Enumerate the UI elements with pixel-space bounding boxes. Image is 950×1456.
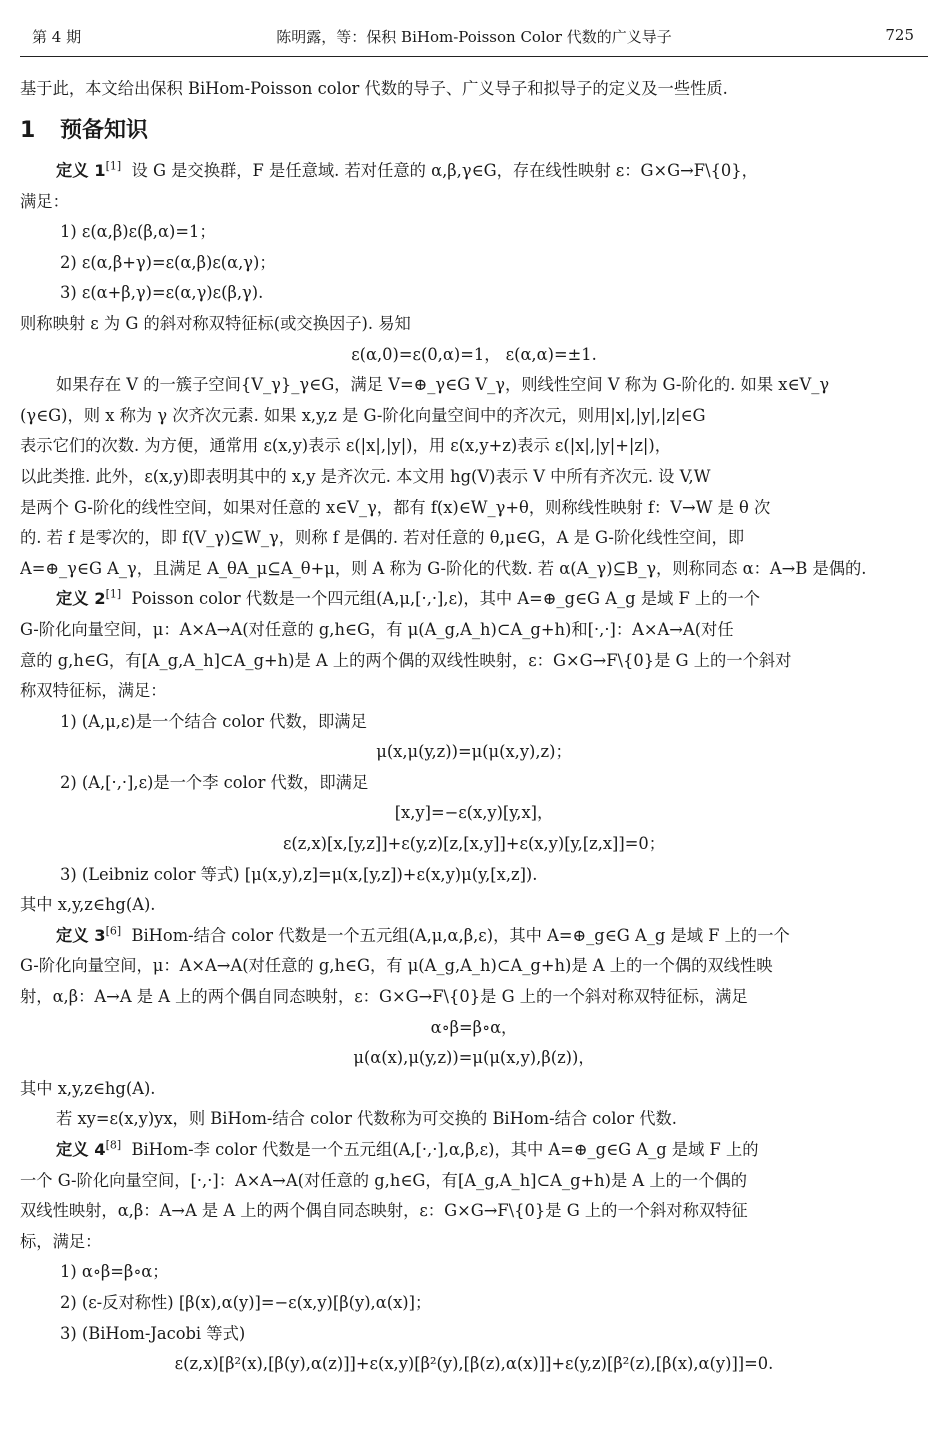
def2-line-2: G-阶化向量空间，μ：A×A→A(对任意的 g,h∈G，有 μ(A_g,A_h)⊂A_g+h)和[·,·]：A×A→A(对任	[20, 619, 734, 639]
def4-label: 定义 4	[56, 1140, 106, 1159]
def2-label: 定义 2	[56, 589, 106, 609]
def4-line-1	[20, 1137, 928, 1163]
def2-line-3: 意的 g,h∈G，有[A_g,A_h]⊂A_g+h)是 A 上的两个偶的双线性映射，ε：G×G→F\{0}是 G 上的一个斜对	[20, 650, 792, 670]
def1-text: 设 G 是交换群，F 是任意域. 若对任意的 α,β,γ∈G，存在线性映射 ε：G×G→F\{0}，	[131, 161, 758, 180]
def1-item-2: 2) ε(α,β+γ)=ε(α,β)ε(α,γ)；	[60, 252, 276, 272]
def3-label: 定义 3	[56, 925, 106, 945]
def2-formula-1: μ(x,μ(y,z))=μ(μ(x,y),z)；	[376, 742, 572, 762]
graded-line-2: (γ∈G)，则 x 称为 γ 次齐次元素. 如果 x,y,z 是 G-阶化向量空间中的齐次元，则用|x|,|y|,|z|∈G	[20, 405, 706, 425]
def1-item-1: 1) ε(α,β)ε(β,α)=1；	[60, 222, 216, 242]
graded-line-1: 如果存在 V 的一簇子空间{V_γ}_γ∈G，满足 V=⊕_γ∈G V_γ，则线性空间 V 称为 G-阶化的. 如果 x∈V_γ	[56, 375, 830, 395]
graded-line-5: 是两个 G-阶化的线性空间，如果对任意的 x∈V_γ，都有 f(x)∈W_γ+θ，则称线性映射 f：V→W 是 θ 次	[20, 497, 771, 517]
def3-text: BiHom-结合 color 代数是一个五元组(A,μ,α,β,ε)，其中 A=⊕_g∈G A_g 是域 F 上的一个	[131, 925, 790, 945]
def2-item-3: 3) (Leibniz color 等式) [μ(x,y),z]=μ(x,[y,z])+ε(x,y)μ(y,[x,z]).	[60, 864, 538, 884]
section-heading	[20, 116, 928, 146]
def2-item-2: 2) (A,[·,·],ε)是一个李 color 代数，即满足	[60, 772, 369, 792]
def4-line-4: 标，满足：	[20, 1231, 102, 1251]
def1-after: 则称映射 ε 为 G 的斜对称双特征标(或交换因子). 易知	[20, 313, 411, 333]
issue-number: 第 4 期	[32, 28, 82, 46]
def1-item-3: 3) ε(α+β,γ)=ε(α,γ)ε(β,γ).	[60, 283, 264, 303]
section-number: 1	[20, 118, 36, 143]
def2-formula-3: ε(z,x)[x,[y,z]]+ε(y,z)[z,[x,y]]+ε(x,y)[y,[z,x]]=0；	[282, 834, 666, 854]
def4-item-1: 1) α∘β=β∘α；	[60, 1262, 169, 1282]
def3-line-2: G-阶化向量空间，μ：A×A→A(对任意的 g,h∈G，有 μ(A_g,A_h)⊂A_g+h)是 A 上的一个偶的双线性映	[20, 956, 773, 976]
def4-item-3: 3) (BiHom-Jacobi 等式)	[60, 1323, 246, 1343]
def4-text: BiHom-李 color 代数是一个五元组(A,[·,·],α,β,ε)，其中 A=⊕_g∈G A_g 是域 F 上的	[131, 1140, 759, 1159]
intro-paragraph: 基于此，本文给出保积 BiHom-Poisson color 代数的导子、广义导子和拟导子的定义及一些性质.	[20, 79, 728, 98]
page-number: 725	[885, 26, 914, 44]
page-body	[20, 76, 928, 1382]
def3-commutative: 若 xy=ε(x,y)yx，则 BiHom-结合 color 代数称为可交换的 BiHom-结合 color 代数.	[56, 1109, 677, 1129]
def2-line-1	[20, 586, 928, 612]
def4-item-2: 2) (ε-反对称性) [β(x),α(y)]=−ε(x,y)[β(y),α(x)]；	[60, 1292, 432, 1312]
def3-cite: [6]	[105, 924, 122, 938]
def2-cite: [1]	[105, 587, 122, 601]
graded-line-7: A=⊕_γ∈G A_γ，且满足 A_θA_μ⊆A_θ+μ，则 A 称为 G-阶化的代数. 若 α(A_γ)⊆B_γ，则称同态 α：A→B 是偶的.	[20, 558, 867, 578]
def4-line-2: 一个 G-阶化向量空间，[·,·]：A×A→A(对任意的 g,h∈G，有[A_g,A_h]⊂A_g+h)是 A 上的一个偶的	[20, 1170, 748, 1190]
def3-line-3: 射，α,β：A→A 是 A 上的两个偶自同态映射，ε：G×G→F\{0}是 G 上的一个斜对称双特征标，满足	[20, 987, 748, 1007]
graded-line-3: 表示它们的次数. 为方便，通常用 ε(x,y)表示 ε(|x|,|y|)，用 ε(x,y+z)表示 ε(|x|,|y|+|z|)，	[20, 436, 672, 456]
running-title: 陈明露，等：保积 BiHom-Poisson Color 代数的广义导子	[276, 28, 672, 46]
def4-line-3: 双线性映射，α,β：A→A 是 A 上的两个偶自同态映射，ε：G×G→F\{0}是 G 上的一个斜对称双特征	[20, 1201, 748, 1221]
graded-line-6: 的. 若 f 是零次的，即 f(V_γ)⊆W_γ，则称 f 是偶的. 若对任意的 θ,μ∈G，A 是 G-阶化线性空间，即	[20, 528, 745, 548]
def3-where: 其中 x,y,z∈hg(A).	[20, 1078, 156, 1098]
graded-line-4: 以此类推. 此外，ε(x,y)即表明其中的 x,y 是齐次元. 本文用 hg(V)表示 V 中所有齐次元. 设 V,W	[20, 466, 711, 486]
def2-item-1: 1) (A,μ,ε)是一个结合 color 代数，即满足	[60, 711, 367, 731]
def4-cite: [8]	[105, 1138, 122, 1152]
page-header	[20, 22, 928, 57]
def1-text2: 满足：	[20, 191, 69, 211]
def2-text: Poisson color 代数是一个四元组(A,μ,[·,·],ε)，其中 A=⊕_g∈G A_g 是域 F 上的一个	[131, 589, 761, 609]
def2-line-4: 称双特征标，满足：	[20, 681, 167, 701]
def3-line-1	[20, 923, 928, 949]
section-title: 预备知识	[60, 118, 149, 143]
def3-formula-2: μ(α(x),μ(y,z))=μ(μ(x,y),β(z))，	[353, 1048, 595, 1068]
def1-cite: [1]	[105, 159, 122, 173]
def3-formula-1: α∘β=β∘α，	[430, 1017, 518, 1037]
def1-line	[20, 158, 928, 184]
def1-formula: ε(α,0)=ε(0,α)=1， ε(α,α)=±1.	[351, 344, 597, 364]
def4-jacobi: ε(z,x)[β²(x),[β(y),α(z)]]+ε(x,y)[β²(y),[β(z),α(x)]]+ε(y,z)[β²(z),[β(x),α(y)]]=0.	[174, 1354, 774, 1374]
def2-formula-2: [x,y]=−ε(x,y)[y,x]，	[394, 803, 554, 823]
def1-label: 定义 1	[56, 161, 106, 180]
def2-where: 其中 x,y,z∈hg(A).	[20, 895, 156, 915]
